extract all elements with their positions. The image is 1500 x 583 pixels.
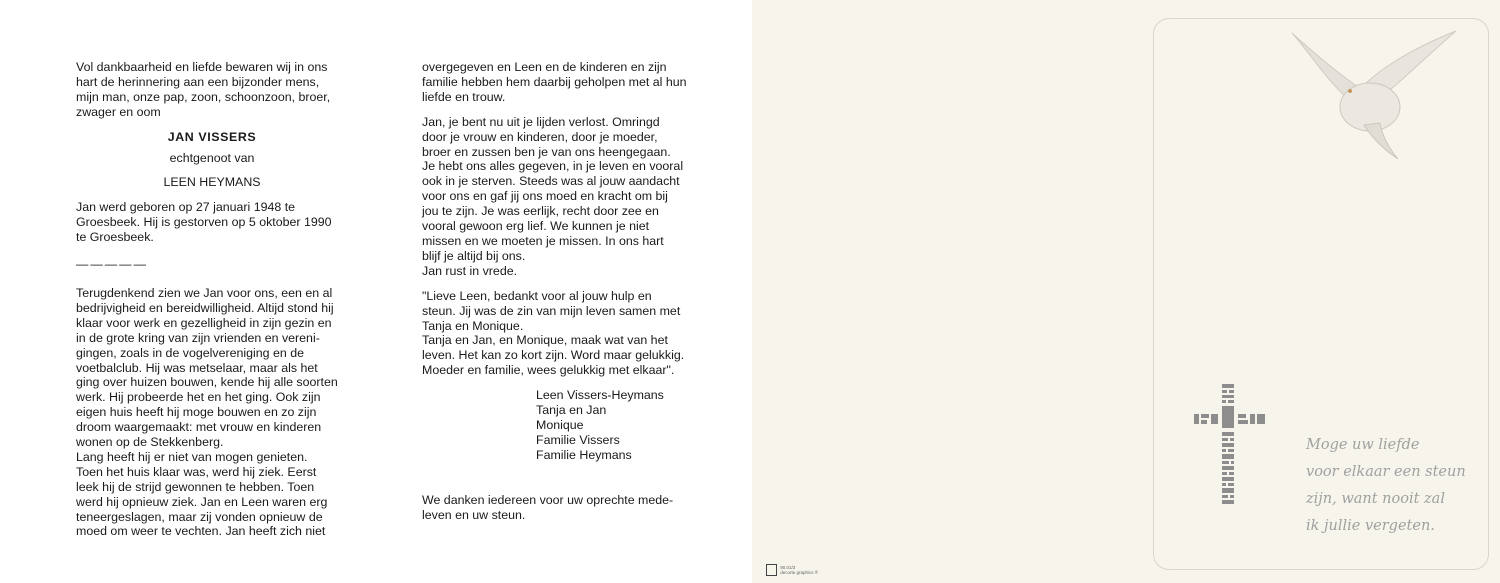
signer: Familie Vissers [536,432,620,447]
continuation-paragraph [422,60,694,105]
intro-paragraph [76,60,348,120]
text-line: jou te zijn. Je was eerlijk, recht door zee en [422,204,659,219]
text-line: Toen het huis klaar was, werd hij ziek. Eerst [76,464,317,479]
birth-death-paragraph [76,200,348,245]
middle-text-column [422,60,694,532]
poem-line: ik jullie vergeten. [1306,518,1435,534]
text-line: leek hij de strijd gewonnen te hebben. Toen [76,479,315,494]
cross-icon [1194,384,1274,544]
text-line: Tanja en Monique. [422,318,524,333]
text-line: hart de herinnering aan een bijzonder mens, [76,74,320,89]
text-line: ging over huizen bouwen, kende hij alle soorten [76,375,338,390]
text-line: overgegeven en Leen en de kinderen en zijn [422,60,667,74]
text-line: door je vrouw en kinderen, door je moeder, [422,129,658,144]
signer: Monique [536,417,584,432]
text-line: ook in je sterven. Steeds was al jouw aandacht [422,174,680,189]
text-line: Vol dankbaarheid en liefde bewaren wij in ons [76,60,328,74]
thanks-paragraph [422,493,694,523]
text-line: Terugdenkend zien we Jan voor ons, een en al [76,285,333,300]
logo-icon [766,564,777,576]
text-line: Moeder en familie, wees gelukkig met elkaar". [422,363,675,378]
text-line: gingen, zoals in de vogelvereniging en de [76,345,305,360]
text-line: bedrijvigheid en bereidwilligheid. Altijd stond hij [76,300,334,315]
text-line: liefde en trouw. [422,89,506,104]
text-line: mijn man, onze pap, zoon, schoonzoon, broer, [76,89,331,104]
text-line: werk. Hij probeerde het en het ging. Ook zijn [76,390,321,405]
text-line: "Lieve Leen, bedankt voor al jouw hulp en [422,288,652,303]
dove-icon [1288,25,1468,165]
signer: Familie Heymans [536,447,632,462]
deceased-name: JAN VISSERS [167,129,257,144]
poem-line: Moge uw liefde [1306,437,1420,453]
text-line: klaar voor werk en gezelligheid in zijn gezin en [76,315,332,330]
text-line: wonen op de Stekkenberg. [76,435,224,450]
text-line: blijf je altijd bij ons. [422,248,526,263]
spouse-label: echtgenoot van [169,150,255,165]
signer: Tanja en Jan [536,403,607,418]
left-text-column [76,60,348,549]
farewell-paragraph [422,115,694,279]
text-line: Jan werd geboren op 27 januari 1948 te [76,200,296,215]
logo-text [780,565,818,575]
text-line: te Groesbeek. [76,230,154,245]
text-line: werd hij opnieuw ziek. Jan en Leen waren erg [76,494,328,509]
text-line: droom waargemaakt: met vrouw en kinderen [76,420,322,435]
poem-text [1306,432,1481,540]
signers-list [422,388,694,463]
text-line: zwager en oom [76,104,161,119]
text-line: Jan, je bent nu uit je lijden verlost. Omringd [422,114,660,129]
text-line: Lang heeft hij er niet van mogen genieten. [76,449,308,464]
poem-line: voor elkaar een steun [1306,464,1466,480]
text-line: moed om weer te vechten. Jan heeft zich niet [76,524,326,539]
text-line: voor ons en gaf jij ons moed en kracht om bij [422,189,668,204]
text-line: Tanja en Jan, en Monique, maak wat van het [422,333,668,348]
logo-brand: decorte graphics ® [780,570,819,575]
poem-line: zijn, want nooit zal [1306,491,1445,507]
text-line: leven en uw steun. [422,507,526,522]
text-line: eigen huis heeft hij moge bouwen en zo zijn [76,405,317,420]
text-line: in de grote kring van zijn vrienden en vereni- [76,330,320,345]
text-line: voetbalclub. Hij was metselaar, maar als het [76,360,318,375]
text-line: steun. Jij was de zin van mijn leven samen met [422,303,681,318]
spouse-name: LEEN HEYMANS [163,175,261,190]
publisher-logo [766,564,818,576]
text-line: familie hebben hem daarbij geholpen met al hun [422,74,687,89]
signer: Leen Vissers-Heymans [536,388,664,403]
text-line: broer en zussen ben je van ons heengegaan. [422,144,671,159]
text-line: We danken iedereen voor uw oprechte mede- [422,492,674,507]
text-line: vooral gewoon erg lief. We kunnen je niet [422,219,650,234]
separator: ————— [76,257,148,272]
text-line: Jan rust in vrede. [422,263,518,278]
text-line: teneergeslagen, maar zij vonden opnieuw de [76,509,323,524]
text-line: Je hebt ons alles gegeven, in je leven en vooral [422,159,684,174]
text-line: missen en we moeten je missen. In ons hart [422,233,664,248]
logo-code: 90.01/3 [780,565,796,570]
story-paragraph [76,286,348,539]
text-line: leven. Het kan zo kort zijn. Word maar gelukkig. [422,348,685,363]
text-line: Groesbeek. Hij is gestorven op 5 oktober 1990 [76,215,332,230]
quote-paragraph [422,289,694,378]
